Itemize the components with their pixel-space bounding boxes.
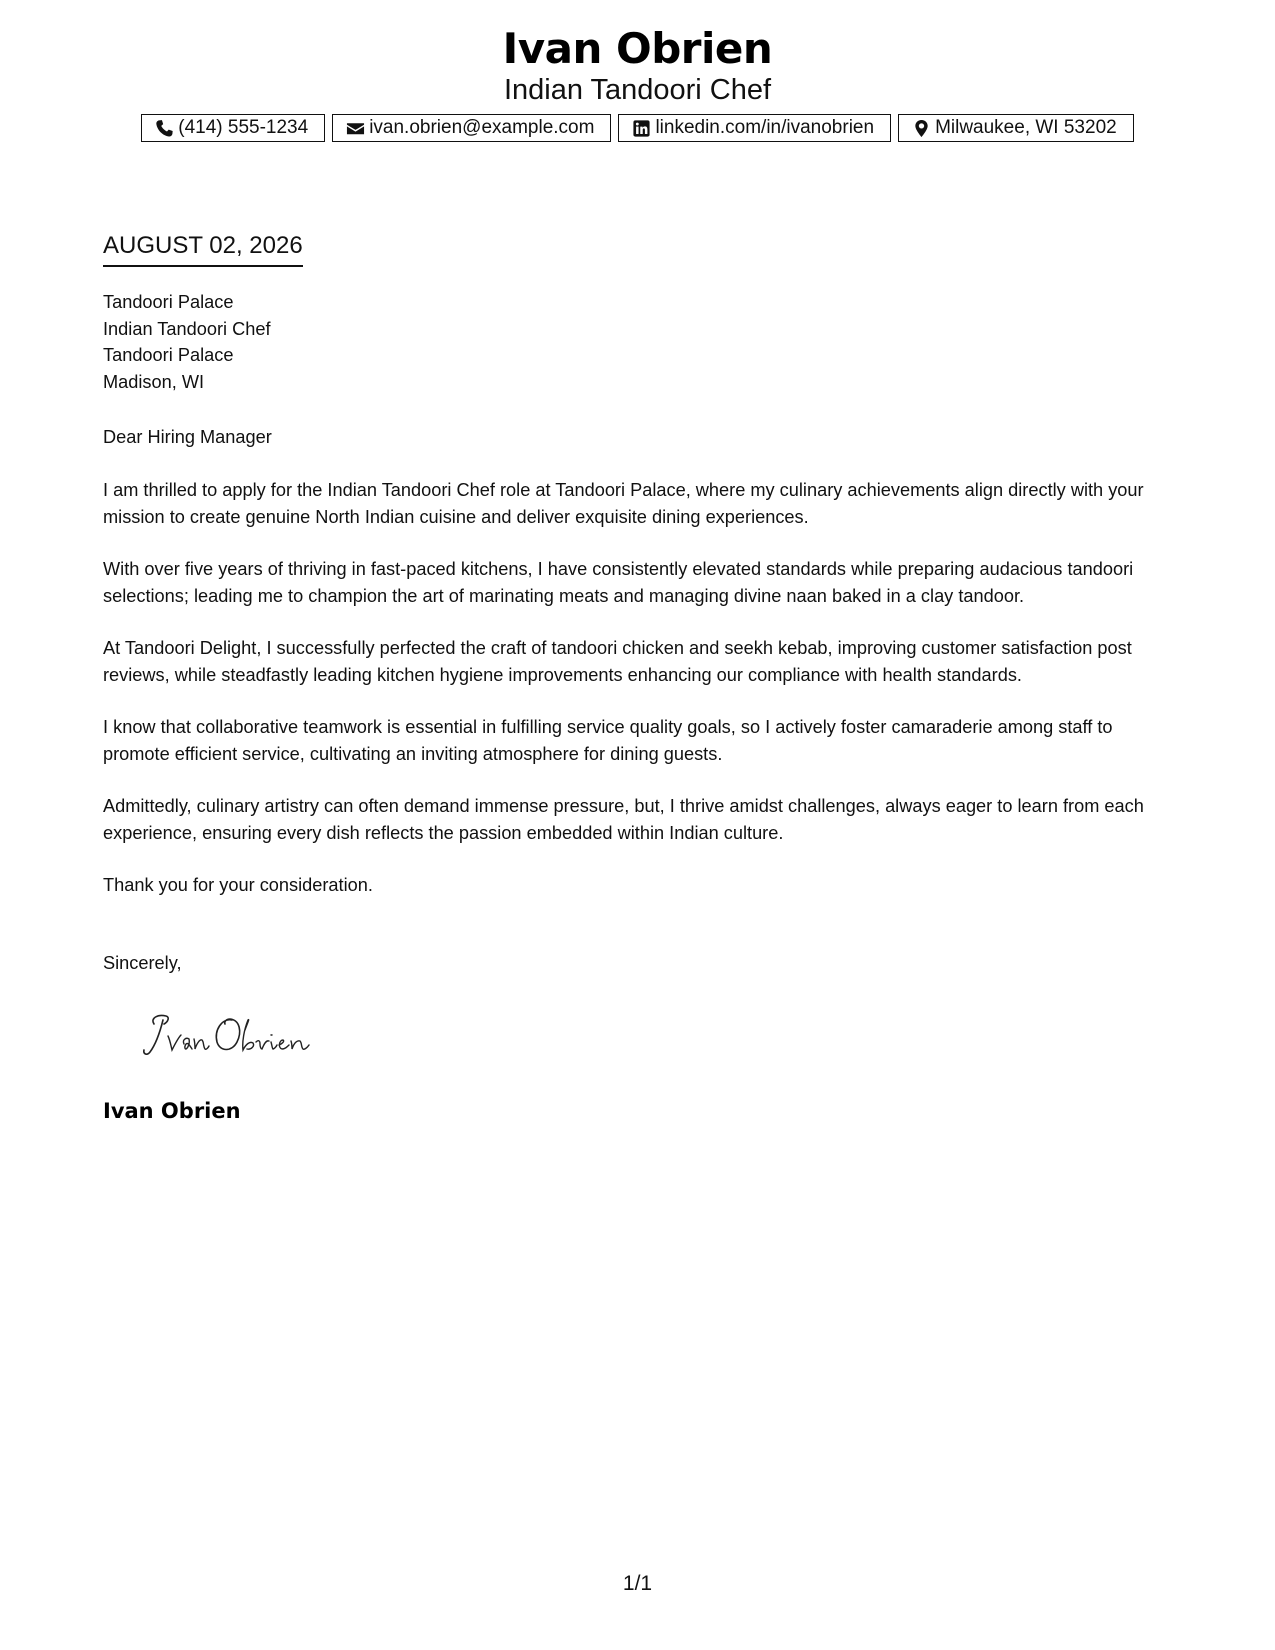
contact-bar [0,114,1275,142]
letter-paragraph: I know that collaborative teamwork is essential in fulfilling service quality goals, so I actively foster camaraderie among staff to promote efficient service, cultivating an inviting atmosphere for dining guests. [103,717,1113,764]
phone-number: (414) 555-1234 [178,117,309,138]
recipient-line: Madison, WI [103,371,205,392]
phone-icon [155,119,174,138]
letter-paragraph: I am thrilled to apply for the Indian Tandoori Chef role at Tandoori Palace, where my culinary achievements align directly with your mission to create genuine North Indian cuisine and deliver exquisite dining experiences. [103,480,1144,527]
map-marker-icon [912,119,931,138]
letter-paragraph: Admittedly, culinary artistry can often demand immense pressure, but, I thrive amidst challenges, always eager to learn from each experience, ensuring every dish reflects the passion embedded within Indian culture. [103,796,1144,843]
linkedin-url: linkedin.com/in/ivanobrien [655,117,875,138]
recipient-line: Tandoori Palace [103,292,234,312]
linkedin-icon [632,119,651,138]
page-number: 1/1 [622,1572,653,1595]
thank-you-line: Thank you for your consideration. [103,875,373,895]
contact-phone [141,114,325,142]
applicant-title: Indian Tandoori Chef [503,74,772,106]
letter-header [0,22,1275,108]
closing-line: Sincerely, [103,953,182,973]
contact-location [898,114,1134,142]
letter-date: AUGUST 02, 2026 [103,230,303,267]
handwritten-signature [140,1010,340,1060]
location-text: Milwaukee, WI 53202 [935,117,1117,138]
email-address: ivan.obrien@example.com [369,117,595,138]
letter-paragraph: With over five years of thriving in fast-paced kitchens, I have consistently elevated standards while preparing audacious tandoori selections; leading me to champion the art of marinating meats and managing divine naan baked in a clay tandoor. [103,559,1134,606]
recipient-line: Tandoori Palace [103,345,234,365]
contact-email [332,114,611,142]
letter-paragraph: At Tandoori Delight, I successfully perfected the craft of tandoori chicken and seekh kebab, improving customer satisfaction post reviews, while steadfastly leading kitchen hygiene improvements enhancing our compliance with health standards. [103,638,1132,685]
recipient-block [103,289,1183,395]
envelope-icon [346,119,365,138]
salutation: Dear Hiring Manager [103,427,272,447]
contact-linkedin [618,114,891,142]
recipient-line: Indian Tandoori Chef [103,318,271,339]
applicant-name: Ivan Obrien [502,24,773,73]
signer-name: Ivan Obrien [103,1099,241,1123]
